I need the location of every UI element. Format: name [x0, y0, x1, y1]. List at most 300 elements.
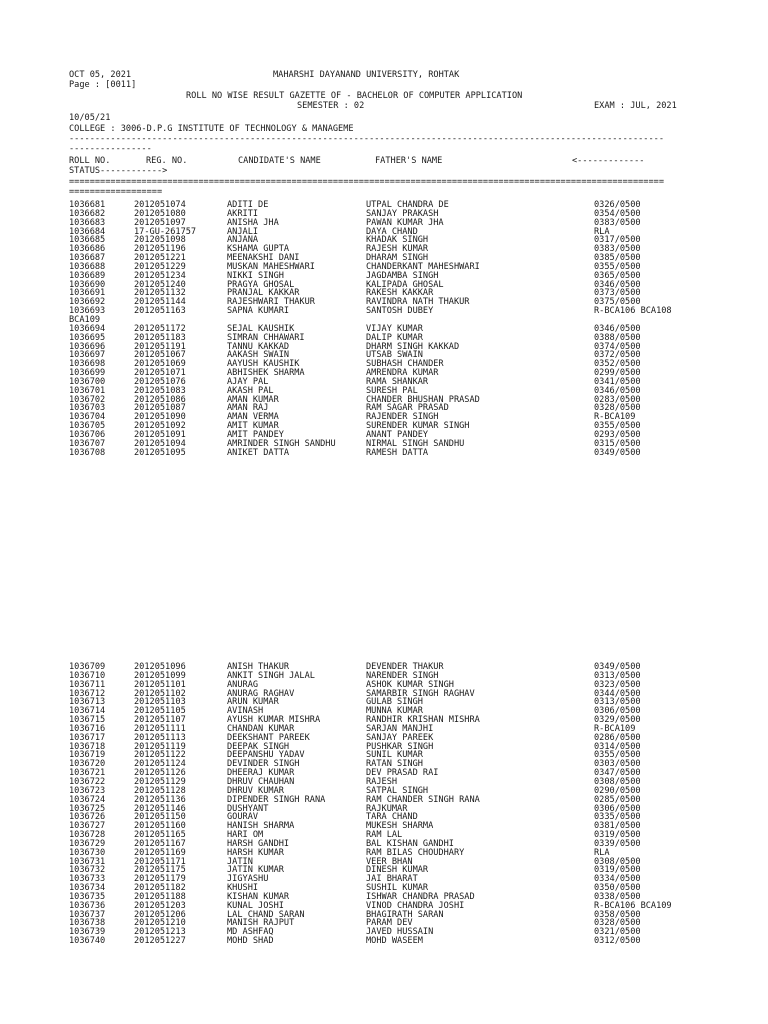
candidate-name: PRAGYA GHOSAL: [227, 279, 295, 290]
reg-no: 2012051122: [134, 750, 186, 761]
reg-no: 2012051101: [134, 679, 186, 690]
father-name: DEV PRASAD RAI: [366, 768, 439, 779]
candidate-name: CHANDAN KUMAR: [227, 723, 295, 734]
table-row: [69, 307, 709, 316]
father-name: PUSHKAR SINGH: [366, 741, 434, 752]
result-status: 0346/0500: [594, 279, 641, 290]
candidate-name: DIPENDER SINGH RANA: [227, 794, 326, 805]
table-row: [69, 449, 709, 458]
gazette-title: ROLL NO WISE RESULT GAZETTE OF - BACHELOR OF COMPUTER APPLICATION: [186, 91, 523, 101]
reg-no: 2012051074: [134, 200, 186, 210]
candidate-name: JATIN KUMAR: [227, 865, 284, 876]
result-status: 0326/0500: [594, 200, 641, 210]
candidate-name: TANNU KAKKAD: [227, 341, 290, 352]
reg-no: 2012051171: [134, 856, 186, 867]
roll-no: 1036689: [69, 270, 106, 281]
result-status: 0306/0500: [594, 803, 641, 814]
father-name: NARENDER SINGH: [366, 670, 439, 681]
father-name: CHANDERKANT MAHESHWARI: [366, 261, 480, 272]
candidate-name: ANURAG RAGHAV: [227, 688, 295, 699]
roll-no: 1036734: [69, 883, 106, 894]
father-name: SURESH PAL: [366, 385, 418, 396]
reg-no: 2012051234: [134, 270, 186, 281]
candidate-name: SAPNA KUMARI: [227, 306, 290, 317]
roll-no: 1036723: [69, 785, 106, 796]
roll-no: 1036695: [69, 332, 106, 343]
result-status: 0341/0500: [594, 376, 641, 387]
roll-no: 1036719: [69, 750, 106, 761]
father-name: SANJAY PRAKASH: [366, 208, 439, 219]
roll-no: 1036696: [69, 341, 106, 352]
father-name: SUNIL KUMAR: [366, 750, 423, 761]
father-name: CHANDER BHUSHAN PRASAD: [366, 394, 480, 405]
father-name: SARJAN MANJHI: [366, 723, 434, 734]
roll-no: 1036686: [69, 244, 106, 255]
page-number: Page : [0011]: [69, 80, 137, 90]
reg-no: 2012051097: [134, 217, 186, 228]
candidate-name: SEJAL KAUSHIK: [227, 323, 295, 334]
candidate-name: AKRITI: [227, 208, 259, 219]
father-name: RAMESH DATTA: [366, 447, 429, 458]
reg-no: 2012051188: [134, 891, 186, 902]
candidate-name: ARUN KUMAR: [227, 697, 279, 708]
roll-no: 1036714: [69, 706, 106, 717]
result-status: R-BCA106 BCA109: [594, 900, 672, 911]
candidate-name: MD ASHFAQ: [227, 927, 274, 938]
reg-no: 2012051099: [134, 670, 186, 681]
reg-no: 2012051206: [134, 909, 186, 920]
candidate-name: HARSH GANDHI: [227, 838, 290, 849]
reg-no: 2012051172: [134, 323, 186, 334]
father-name: DHARAM SINGH: [366, 253, 429, 264]
roll-no: 1036717: [69, 732, 106, 743]
equals-divider-cont: ==================: [69, 188, 163, 197]
father-name: SUBHASH CHANDER: [366, 359, 444, 370]
reg-no: 2012051090: [134, 412, 186, 423]
father-name: RAM CHANDER SINGH RANA: [366, 794, 480, 805]
father-name: NIRMAL SINGH SANDHU: [366, 438, 465, 449]
reg-no: 2012051128: [134, 785, 186, 796]
result-status: 0329/0500: [594, 715, 641, 726]
roll-no: 1036727: [69, 821, 106, 832]
candidate-name: ANURAG: [227, 679, 259, 690]
father-name: SUSHIL KUMAR: [366, 883, 429, 894]
result-table-block-2: [69, 663, 709, 946]
candidate-name: ANJALI: [227, 226, 259, 237]
candidate-name: PRANJAL KAKKAR: [227, 288, 300, 299]
result-status: RLA: [594, 226, 610, 237]
result-status: 0352/0500: [594, 359, 641, 370]
result-status: 0283/0500: [594, 394, 641, 405]
dash-divider-cont: ----------------: [69, 145, 152, 154]
roll-no: 1036683: [69, 217, 106, 228]
roll-no: 1036708: [69, 447, 106, 458]
candidate-name: AKASH PAL: [227, 385, 274, 396]
candidate-name: ANIKET DATTA: [227, 447, 290, 458]
candidate-name: DEEPAK SINGH: [227, 741, 290, 752]
result-status: R-BCA106 BCA108: [594, 306, 672, 317]
father-name: RAJENDER SINGH: [366, 412, 439, 423]
col-header-father: FATHER'S NAME: [375, 156, 443, 166]
result-status: 0299/0500: [594, 368, 641, 379]
reg-no: 2012051124: [134, 759, 186, 770]
roll-no: 1036712: [69, 688, 106, 699]
candidate-name: HARI OM: [227, 830, 264, 841]
father-name: DEVENDER THAKUR: [366, 662, 444, 672]
result-status: 0313/0500: [594, 670, 641, 681]
roll-no: 1036733: [69, 874, 106, 885]
reg-no: 2012051086: [134, 394, 186, 405]
reg-no: 2012051129: [134, 776, 186, 787]
result-status: R-BCA109: [594, 412, 636, 423]
father-name: AMRENDRA KUMAR: [366, 368, 439, 379]
candidate-name: AMAN VERMA: [227, 412, 279, 423]
result-status: R-BCA109: [594, 723, 636, 734]
col-header-reg: REG. NO.: [146, 156, 188, 166]
reg-no: 2012051179: [134, 874, 186, 885]
reg-no: 2012051183: [134, 332, 186, 343]
result-status: 0308/0500: [594, 856, 641, 867]
roll-no: 1036720: [69, 759, 106, 770]
father-name: ANANT PANDEY: [366, 429, 429, 440]
reg-no: 2012051067: [134, 350, 186, 361]
roll-no: 1036698: [69, 359, 106, 370]
reg-no: 2012051102: [134, 688, 186, 699]
roll-no: 1036697: [69, 350, 106, 361]
reg-no: 2012051105: [134, 706, 186, 717]
roll-no: 1036700: [69, 376, 106, 387]
candidate-name: DHRUV CHAUHAN: [227, 776, 295, 787]
father-name: SANTOSH DUBEY: [366, 306, 434, 317]
reg-no: 2012051103: [134, 697, 186, 708]
table-row: [69, 937, 709, 946]
father-name: RAKESH KAKKAR: [366, 288, 434, 299]
roll-no: 1036687: [69, 253, 106, 264]
result-status: 0303/0500: [594, 759, 641, 770]
reg-no: 2012051071: [134, 368, 186, 379]
father-name: GULAB SINGH: [366, 697, 423, 708]
father-name: PAWAN KUMAR JHA: [366, 217, 444, 228]
reg-no: 2012051096: [134, 662, 186, 672]
candidate-name: AMIT PANDEY: [227, 429, 284, 440]
roll-no: 1036732: [69, 865, 106, 876]
reg-no: 2012051094: [134, 438, 186, 449]
roll-no: 1036740: [69, 936, 106, 947]
father-name: RAM SAGAR PRASAD: [366, 403, 449, 414]
roll-no: 1036690: [69, 279, 106, 290]
result-status: 0350/0500: [594, 883, 641, 894]
reg-no: 2012051196: [134, 244, 186, 255]
reg-no: 2012051098: [134, 235, 186, 246]
col-header-name: CANDIDATE'S NAME: [238, 156, 321, 166]
result-status-continuation: BCA109: [69, 314, 101, 325]
reg-no: 2012051229: [134, 261, 186, 272]
reg-no: 2012051182: [134, 883, 186, 894]
candidate-name: DEEKSHANT PAREEK: [227, 732, 310, 743]
reg-no: 2012051113: [134, 732, 186, 743]
result-status: 0354/0500: [594, 208, 641, 219]
father-name: RAM LAL: [366, 830, 403, 841]
roll-no: 1036730: [69, 847, 106, 858]
father-name: RANDHIR KRISHAN MISHRA: [366, 715, 480, 726]
result-status: 0381/0500: [594, 821, 641, 832]
college-name: COLLEGE : 3006-D.P.G INSTITUTE OF TECHNOLOGY & MANAGEME: [69, 124, 354, 134]
reg-no: 2012051169: [134, 847, 186, 858]
result-status: 0375/0500: [594, 297, 641, 308]
roll-no: 1036728: [69, 830, 106, 841]
result-table-block-1: [69, 201, 709, 457]
candidate-name: NIKKI SINGH: [227, 270, 284, 281]
reg-no: 2012051083: [134, 385, 186, 396]
father-name: SURENDER KUMAR SINGH: [366, 421, 470, 432]
father-name: RAM BILAS CHOUDHARY: [366, 847, 465, 858]
result-status: 0319/0500: [594, 865, 641, 876]
roll-no: 1036709: [69, 662, 106, 672]
candidate-name: ANISHA JHA: [227, 217, 279, 228]
roll-no: 1036738: [69, 918, 106, 929]
result-status: 0374/0500: [594, 341, 641, 352]
reg-no: 2012051126: [134, 768, 186, 779]
reg-no: 2012051087: [134, 403, 186, 414]
roll-no: 1036735: [69, 891, 106, 902]
reg-no: 2012051150: [134, 812, 186, 823]
father-name: JAI BHARAT: [366, 874, 418, 885]
roll-no: 1036718: [69, 741, 106, 752]
candidate-name: MUSKAN MAHESHWARI: [227, 261, 315, 272]
result-status: 0388/0500: [594, 332, 641, 343]
candidate-name: ADITI DE: [227, 200, 269, 210]
father-name: SANJAY PAREEK: [366, 732, 434, 743]
candidate-name: ANISH THAKUR: [227, 662, 290, 672]
candidate-name: ABHISHEK SHARMA: [227, 368, 305, 379]
roll-no: 1036711: [69, 679, 106, 690]
candidate-name: JATIN: [227, 856, 253, 867]
result-status: 0321/0500: [594, 927, 641, 938]
equals-divider: ===================================================================================================================: [69, 178, 664, 187]
candidate-name: AYUSH KUMAR MISHRA: [227, 715, 321, 726]
candidate-name: MEENAKSHI DANI: [227, 253, 300, 264]
roll-no: 1036726: [69, 812, 106, 823]
result-status: 0334/0500: [594, 874, 641, 885]
reg-no: 2012051240: [134, 279, 186, 290]
reg-no: 2012051107: [134, 715, 186, 726]
roll-no: 1036739: [69, 927, 106, 938]
roll-no: 1036688: [69, 261, 106, 272]
candidate-name: AMRINDER SINGH SANDHU: [227, 438, 336, 449]
father-name: RAMA SHANKAR: [366, 376, 429, 387]
reg-no: 2012051165: [134, 830, 186, 841]
roll-no: 1036721: [69, 768, 106, 779]
reg-no: 2012051069: [134, 359, 186, 370]
roll-no: 1036736: [69, 900, 106, 911]
roll-no: 1036705: [69, 421, 106, 432]
father-name: PARAM DEV: [366, 918, 413, 929]
father-name: UTPAL CHANDRA DE: [366, 200, 449, 210]
reg-no: 2012051146: [134, 803, 186, 814]
result-status: 0338/0500: [594, 891, 641, 902]
reg-no: 2012051191: [134, 341, 186, 352]
roll-no: 1036684: [69, 226, 106, 237]
result-status: 0344/0500: [594, 688, 641, 699]
reg-no: 2012051144: [134, 297, 186, 308]
reg-no: 2012051136: [134, 794, 186, 805]
result-status: 0365/0500: [594, 270, 641, 281]
print-date: OCT 05, 2021: [69, 70, 132, 80]
result-status: 0313/0500: [594, 697, 641, 708]
candidate-name: HANISH SHARMA: [227, 821, 295, 832]
roll-no: 1036682: [69, 208, 106, 219]
result-status: 0308/0500: [594, 776, 641, 787]
roll-no: 1036691: [69, 288, 106, 299]
candidate-name: KSHAMA GUPTA: [227, 244, 290, 255]
exam-label: EXAM : JUL, 2021: [594, 101, 677, 111]
result-status: 0349/0500: [594, 662, 641, 672]
result-status: 0315/0500: [594, 438, 641, 449]
candidate-name: AJAY PAL: [227, 376, 269, 387]
roll-no: 1036702: [69, 394, 106, 405]
father-name: ASHOK KUMAR SINGH: [366, 679, 454, 690]
father-name: DINESH KUMAR: [366, 865, 429, 876]
result-status: 0317/0500: [594, 235, 641, 246]
roll-no: 1036701: [69, 385, 106, 396]
sub-date: 10/05/21: [69, 113, 111, 123]
reg-no: 2012051160: [134, 821, 186, 832]
roll-no: 1036731: [69, 856, 106, 867]
result-status: 0358/0500: [594, 909, 641, 920]
candidate-name: SIMRAN CHHAWARI: [227, 332, 305, 343]
roll-no: 1036722: [69, 776, 106, 787]
reg-no: 2012051119: [134, 741, 186, 752]
result-status: 0355/0500: [594, 261, 641, 272]
father-name: ISHWAR CHANDRA PRASAD: [366, 891, 475, 902]
reg-no: 2012051111: [134, 723, 186, 734]
result-status: 0355/0500: [594, 421, 641, 432]
col-header-status-cont: STATUS------------>: [69, 166, 168, 176]
roll-no: 1036716: [69, 723, 106, 734]
candidate-name: JIGYASHU: [227, 874, 269, 885]
result-status: 0349/0500: [594, 447, 641, 458]
reg-no: 2012051203: [134, 900, 186, 911]
result-status: 0373/0500: [594, 288, 641, 299]
reg-no: 2012051221: [134, 253, 186, 264]
father-name: KALIPADA GHOSAL: [366, 279, 444, 290]
candidate-name: DEVINDER SINGH: [227, 759, 300, 770]
candidate-name: KHUSHI: [227, 883, 259, 894]
roll-no: 1036694: [69, 323, 106, 334]
roll-no: 1036685: [69, 235, 106, 246]
candidate-name: AAKASH SWAIN: [227, 350, 290, 361]
result-status: 0323/0500: [594, 679, 641, 690]
roll-no: 1036704: [69, 412, 106, 423]
reg-no: 2012051132: [134, 288, 186, 299]
candidate-name: KISHAN KUMAR: [227, 891, 290, 902]
candidate-name: AVINASH: [227, 706, 264, 717]
result-status: 0347/0500: [594, 768, 641, 779]
father-name: RAJESH KUMAR: [366, 244, 429, 255]
result-status: 0383/0500: [594, 217, 641, 228]
roll-no: 1036707: [69, 438, 106, 449]
roll-no: 1036737: [69, 909, 106, 920]
roll-no: 1036715: [69, 715, 106, 726]
roll-no: 1036699: [69, 368, 106, 379]
father-name: VIJAY KUMAR: [366, 323, 423, 334]
col-header-roll: ROLL NO.: [69, 156, 111, 166]
father-name: JAGDAMBA SINGH: [366, 270, 439, 281]
reg-no: 2012051092: [134, 421, 186, 432]
candidate-name: LAL CHAND SARAN: [227, 909, 305, 920]
candidate-name: RAJESHWARI THAKUR: [227, 297, 315, 308]
result-status: 0319/0500: [594, 830, 641, 841]
reg-no: 2012051213: [134, 927, 186, 938]
candidate-name: AMAN RAJ: [227, 403, 269, 414]
result-status: 0335/0500: [594, 812, 641, 823]
result-status: 0339/0500: [594, 838, 641, 849]
result-status: 0383/0500: [594, 244, 641, 255]
result-status: 0355/0500: [594, 750, 641, 761]
candidate-name: AMIT KUMAR: [227, 421, 279, 432]
dash-divider: -------------------------------------------------------------------------------------------------------------------: [69, 135, 664, 144]
candidate-name: KUNAL JOSHI: [227, 900, 284, 911]
father-name: BAL KISHAN GANDHI: [366, 838, 454, 849]
father-name: BHAGIRATH SARAN: [366, 909, 444, 920]
result-status: 0314/0500: [594, 741, 641, 752]
roll-no: 1036706: [69, 429, 106, 440]
father-name: RAVINDRA NATH THAKUR: [366, 297, 470, 308]
result-status: 0290/0500: [594, 785, 641, 796]
result-status: 0286/0500: [594, 732, 641, 743]
reg-no: 17-GU-261757: [134, 226, 197, 237]
father-name: VINOD CHANDRA JOSHI: [366, 900, 465, 911]
roll-no: 1036729: [69, 838, 106, 849]
candidate-name: DEEPANSHU YADAV: [227, 750, 305, 761]
candidate-name: AMAN KUMAR: [227, 394, 279, 405]
col-header-status: <-------------: [572, 156, 645, 166]
reg-no: 2012051091: [134, 429, 186, 440]
father-name: MUKESH SHARMA: [366, 821, 434, 832]
father-name: RAJESH: [366, 776, 398, 787]
reg-no: 2012051175: [134, 865, 186, 876]
candidate-name: MANISH RAJPUT: [227, 918, 295, 929]
father-name: DALIP KUMAR: [366, 332, 423, 343]
reg-no: 2012051163: [134, 306, 186, 317]
result-status: 0385/0500: [594, 253, 641, 264]
candidate-name: DUSHYANT: [227, 803, 269, 814]
roll-no: 1036693: [69, 306, 106, 317]
roll-no: 1036725: [69, 803, 106, 814]
candidate-name: DHRUV KUMAR: [227, 785, 284, 796]
father-name: DHARM SINGH KAKKAD: [366, 341, 460, 352]
candidate-name: AAYUSH KAUSHIK: [227, 359, 300, 370]
roll-no: 1036710: [69, 670, 106, 681]
result-status: 0372/0500: [594, 350, 641, 361]
result-status: 0285/0500: [594, 794, 641, 805]
result-status: 0293/0500: [594, 429, 641, 440]
reg-no: 2012051080: [134, 208, 186, 219]
result-status: 0328/0500: [594, 918, 641, 929]
candidate-name: GOURAV: [227, 812, 259, 823]
candidate-name: HARSH KUMAR: [227, 847, 284, 858]
father-name: MOHD WASEEM: [366, 936, 423, 947]
university-name: MAHARSHI DAYANAND UNIVERSITY, ROHTAK: [273, 70, 460, 80]
father-name: RAJKUMAR: [366, 803, 408, 814]
semester-label: SEMESTER : 02: [297, 101, 365, 111]
father-name: JAVED HUSSAIN: [366, 927, 434, 938]
father-name: RATAN SINGH: [366, 759, 423, 770]
result-status: 0328/0500: [594, 403, 641, 414]
result-status: 0306/0500: [594, 706, 641, 717]
result-status: 0346/0500: [594, 385, 641, 396]
father-name: VEER BHAN: [366, 856, 413, 867]
